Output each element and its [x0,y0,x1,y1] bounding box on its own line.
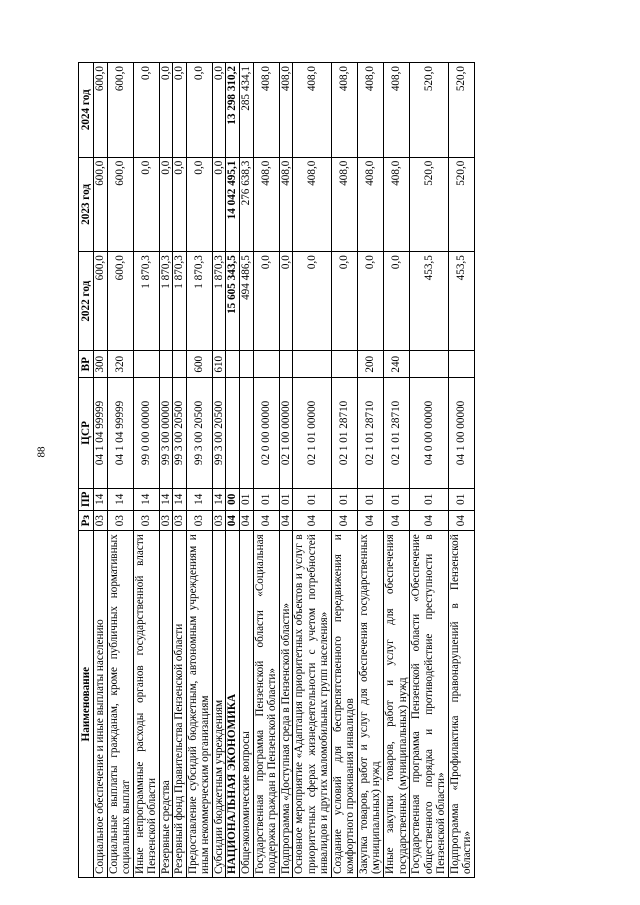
row-pr: 01 [253,488,279,511]
row-csr [226,378,240,488]
budget-table [78,62,475,878]
row-pr: 00 [226,488,240,511]
row-rz: 03 [212,511,226,531]
row-2023-value: 0,0 [133,157,159,252]
row-name: Общеэкономические вопросы [240,531,254,878]
row-rz: 04 [410,511,449,531]
row-2024-value: 0,0 [159,63,173,158]
table-row [133,63,159,878]
row-csr: 99 3 00 20500 [186,378,212,488]
row-2023-value: 408,0 [279,157,293,252]
row-2024-value: 520,0 [410,63,449,158]
table-row [293,63,332,878]
row-pr: 14 [107,488,133,511]
row-2023-value: 408,0 [253,157,279,252]
row-2022-value: 0,0 [253,252,279,351]
row-csr: 99 3 00 20500 [173,378,187,488]
row-vr: 610 [212,351,226,378]
row-csr: 04 1 00 00000 [448,378,474,488]
row-rz: 04 [293,511,332,531]
table-row [410,63,449,878]
row-vr [240,351,254,378]
row-vr [226,351,240,378]
row-2022-value: 600,0 [94,252,108,351]
row-2024-value: 0,0 [212,63,226,158]
table-row [384,63,410,878]
header-2024: 2024 год [79,63,94,158]
row-name: Социальное обеспечение и иные выплаты населению [94,531,108,878]
row-pr: 01 [240,488,254,511]
row-2024-value: 408,0 [384,63,410,158]
row-vr [448,351,474,378]
row-vr: 300 [94,351,108,378]
row-2024-value: 0,0 [173,63,187,158]
row-2023-value: 14 042 495,1 [226,157,240,252]
row-rz: 04 [384,511,410,531]
row-2024-value: 408,0 [279,63,293,158]
row-vr [159,351,173,378]
row-vr [173,351,187,378]
row-pr: 14 [186,488,212,511]
row-2024-value: 600,0 [94,63,108,158]
row-vr: 600 [186,351,212,378]
table-row [331,63,357,878]
row-2023-value: 276 638,3 [240,157,254,252]
row-2022-value: 1 870,3 [212,252,226,351]
row-2022-value: 1 870,3 [186,252,212,351]
row-pr: 14 [159,488,173,511]
row-2022-value: 1 870,3 [173,252,187,351]
row-2024-value: 408,0 [293,63,332,158]
header-pr: ПР [79,488,94,511]
row-2023-value: 600,0 [107,157,133,252]
row-csr: 04 0 00 00000 [410,378,449,488]
row-2022-value: 600,0 [107,252,133,351]
row-rz: 03 [107,511,133,531]
row-2022-value: 0,0 [293,252,332,351]
row-csr: 02 1 00 00000 [279,378,293,488]
row-vr: 240 [384,351,410,378]
row-pr: 14 [173,488,187,511]
row-pr: 14 [94,488,108,511]
row-2022-value: 1 870,3 [159,252,173,351]
row-vr [279,351,293,378]
row-2024-value: 408,0 [253,63,279,158]
header-rz: Рз [79,511,94,531]
row-name: Создание условий для беспрепятственного передвижения и комфортного проживания инвалидов [331,531,357,878]
row-2024-value: 408,0 [357,63,383,158]
row-pr: 01 [279,488,293,511]
table-row [448,63,474,878]
row-rz: 04 [240,511,254,531]
row-name: Социальные выплаты гражданам, кроме публичных нормативных социальных выплат [107,531,133,878]
row-2024-value: 0,0 [133,63,159,158]
header-name: Наименование [79,531,94,878]
row-rz: 03 [133,511,159,531]
row-csr: 04 1 04 99999 [107,378,133,488]
row-vr [133,351,159,378]
row-2024-value: 600,0 [107,63,133,158]
header-vr: ВР [79,351,94,378]
row-name: Иные закупки товаров, работ и услуг для обеспечения государственных (муниципальных) нужд [384,531,410,878]
rotated-page-content [78,62,612,878]
header-2022: 2022 год [79,252,94,351]
row-csr: 99 3 00 00000 [159,378,173,488]
row-csr: 02 1 01 28710 [331,378,357,488]
table-row [94,63,108,878]
row-name: Резервный фонд Правительства Пензенской области [173,531,187,878]
row-2022-value: 0,0 [357,252,383,351]
row-vr [410,351,449,378]
row-vr [253,351,279,378]
table-row [107,63,133,878]
table-row [159,63,173,878]
row-2023-value: 520,0 [410,157,449,252]
row-name: НАЦИОНАЛЬНАЯ ЭКОНОМИКА [226,531,240,878]
table-row [226,63,240,878]
row-name: Субсидии бюджетным учреждениям [212,531,226,878]
row-pr: 01 [357,488,383,511]
row-name: Основное мероприятие «Адаптация приоритетных объектов и услуг в приоритетных сферах жизнедеятельности с учетом потребностей инвалидов и других маломобильных групп населения» [293,531,332,878]
row-csr: 02 1 01 28710 [357,378,383,488]
table-row [173,63,187,878]
table-header-row [79,63,94,878]
row-2023-value: 0,0 [186,157,212,252]
row-2023-value: 600,0 [94,157,108,252]
row-pr: 14 [212,488,226,511]
row-pr: 01 [293,488,332,511]
row-rz: 03 [173,511,187,531]
table-row [357,63,383,878]
row-vr [331,351,357,378]
row-2023-value: 408,0 [331,157,357,252]
row-2023-value: 0,0 [159,157,173,252]
row-name: Предоставление субсидий бюджетным, автономным учреждениям и иным некоммерческим организациям [186,531,212,878]
table-row [279,63,293,878]
row-name: Государственная программа Пензенской области «Социальная поддержка граждан в Пензенской области» [253,531,279,878]
row-csr: 04 1 04 99999 [94,378,108,488]
row-2023-value: 408,0 [384,157,410,252]
row-pr: 14 [133,488,159,511]
row-2022-value: 494 486,5 [240,252,254,351]
row-vr: 320 [107,351,133,378]
row-2023-value: 408,0 [357,157,383,252]
row-rz: 04 [448,511,474,531]
row-2022-value: 453,5 [410,252,449,351]
table-row [212,63,226,878]
row-pr: 01 [384,488,410,511]
table-row [253,63,279,878]
row-vr: 200 [357,351,383,378]
row-csr: 02 0 00 00000 [253,378,279,488]
row-csr: 99 3 00 20500 [212,378,226,488]
row-2023-value: 0,0 [212,157,226,252]
row-2022-value: 453,5 [448,252,474,351]
row-rz: 04 [331,511,357,531]
row-name: Закупка товаров, работ и услуг для обеспечения государственных (муниципальных) нужд [357,531,383,878]
row-vr [293,351,332,378]
row-2023-value: 520,0 [448,157,474,252]
row-name: Государственная программа Пензенской области «Обеспечение общественного порядка и противодействие преступности в Пензенской области» [410,531,449,878]
row-2023-value: 0,0 [173,157,187,252]
row-name: Резервные средства [159,531,173,878]
row-name: Подпрограмма «Профилактика правонарушений в Пензенской области» [448,531,474,878]
row-2023-value: 408,0 [293,157,332,252]
row-name: Подпрограмма «Доступная среда в Пензенской области» [279,531,293,878]
row-rz: 04 [279,511,293,531]
row-rz: 04 [253,511,279,531]
row-csr [240,378,254,488]
row-rz: 03 [186,511,212,531]
header-2023: 2023 год [79,157,94,252]
row-pr: 01 [331,488,357,511]
row-csr: 02 1 01 28710 [384,378,410,488]
row-2024-value: 13 298 310,2 [226,63,240,158]
table-row [186,63,212,878]
table-row [240,63,254,878]
row-2024-value: 408,0 [331,63,357,158]
row-2024-value: 285 434,1 [240,63,254,158]
row-2022-value: 1 870,3 [133,252,159,351]
row-name: Иные непрограммные расходы органов государственной власти Пензенской области [133,531,159,878]
row-pr: 01 [448,488,474,511]
row-rz: 04 [357,511,383,531]
row-csr: 02 1 01 00000 [293,378,332,488]
row-2022-value: 15 605 343,5 [226,252,240,351]
row-rz: 04 [226,511,240,531]
row-csr: 99 0 00 00000 [133,378,159,488]
row-rz: 03 [159,511,173,531]
row-2022-value: 0,0 [279,252,293,351]
row-2022-value: 0,0 [331,252,357,351]
header-csr: ЦСР [79,378,94,488]
page-number: 88 [35,446,48,458]
row-2024-value: 0,0 [186,63,212,158]
row-2022-value: 0,0 [384,252,410,351]
row-2024-value: 520,0 [448,63,474,158]
row-rz: 03 [94,511,108,531]
row-pr: 01 [410,488,449,511]
